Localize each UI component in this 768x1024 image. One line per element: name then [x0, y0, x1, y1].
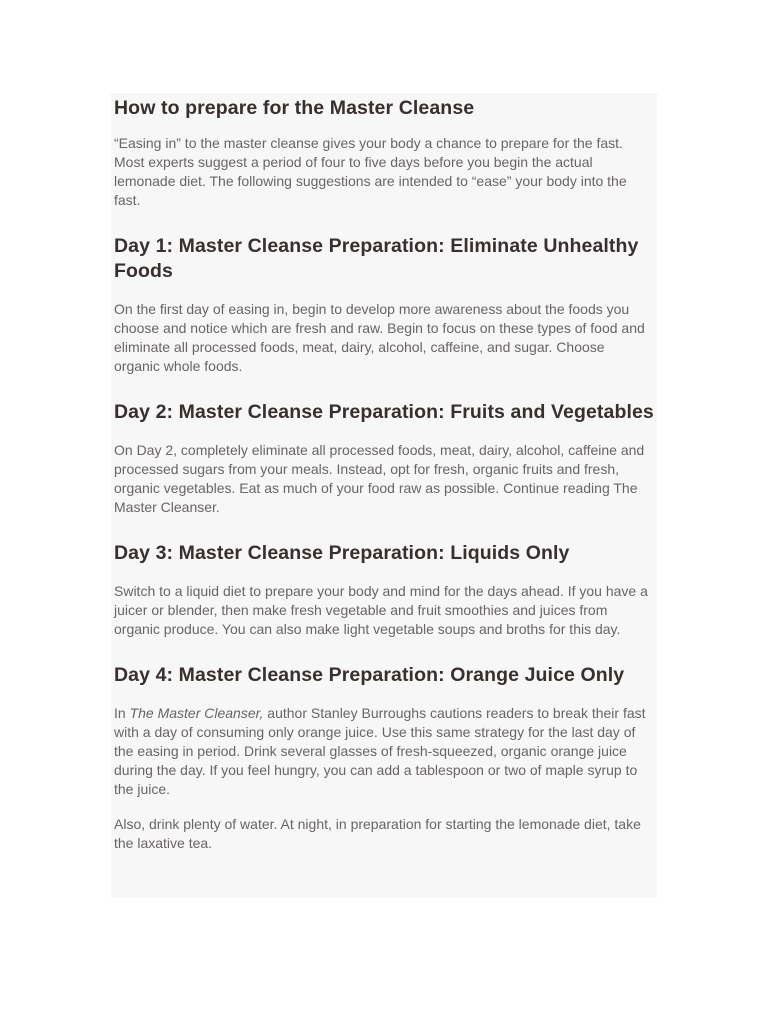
- section-heading-day-4: Day 4: Master Cleanse Preparation: Orange Juice Only: [114, 664, 625, 686]
- section-body-day-1: On the first day of easing in, begin to develop more awareness about the foods you choose and notice which are fresh and raw. Begin to focus on these types of food and eliminate all processed foods, meat, dairy, alcohol, caffeine, and sugar. Choose organic whole foods.: [114, 301, 645, 374]
- intro-paragraph: “Easing in” to the master cleanse gives your body a chance to prepare for the fast. Most experts suggest a period of four to five days before you begin the actual lemonade diet. The following suggestions are intended to “ease” your body into the fast.: [114, 135, 627, 208]
- section-heading-day-1: Day 1: Master Cleanse Preparation: Eliminate Unhealthy Foods: [114, 235, 639, 282]
- section-body-day-4: [114, 704, 654, 799]
- section-body-day-3: Switch to a liquid diet to prepare your body and mind for the days ahead. If you have a juicer or blender, then make fresh vegetable and fruit smoothies and juices from organic produce. You can also make light vegetable soups and broths for this day.: [114, 583, 648, 637]
- section-heading-day-2: Day 2: Master Cleanse Preparation: Fruits and Vegetables: [114, 401, 654, 423]
- page-title: How to prepare for the Master Cleanse: [114, 97, 475, 119]
- document-content: [114, 93, 654, 853]
- body-rest: author Stanley Burroughs cautions readers to break their fast with a day of consuming only orange juice. Use this same strategy for the last day of the easing in period. Drink several glasses of fresh-squeezed, organic orange juice during the day. If you feel hungry, you can add a tablespoon or two of maple syrup to the juice.: [114, 705, 646, 797]
- book-title: The Master Cleanser,: [129, 705, 264, 721]
- body-prefix: In: [114, 705, 130, 721]
- section-body-day-4-extra: Also, drink plenty of water. At night, in preparation for starting the lemonade diet, take the laxative tea.: [114, 816, 641, 851]
- section-body-day-2: On Day 2, completely eliminate all processed foods, meat, dairy, alcohol, caffeine and processed sugars from your meals. Instead, opt for fresh, organic fruits and fresh, organic vegetables. Eat as much of your food raw as possible. Continue reading The Master Cleanser.: [114, 442, 645, 515]
- section-heading-day-3: Day 3: Master Cleanse Preparation: Liquids Only: [114, 542, 570, 564]
